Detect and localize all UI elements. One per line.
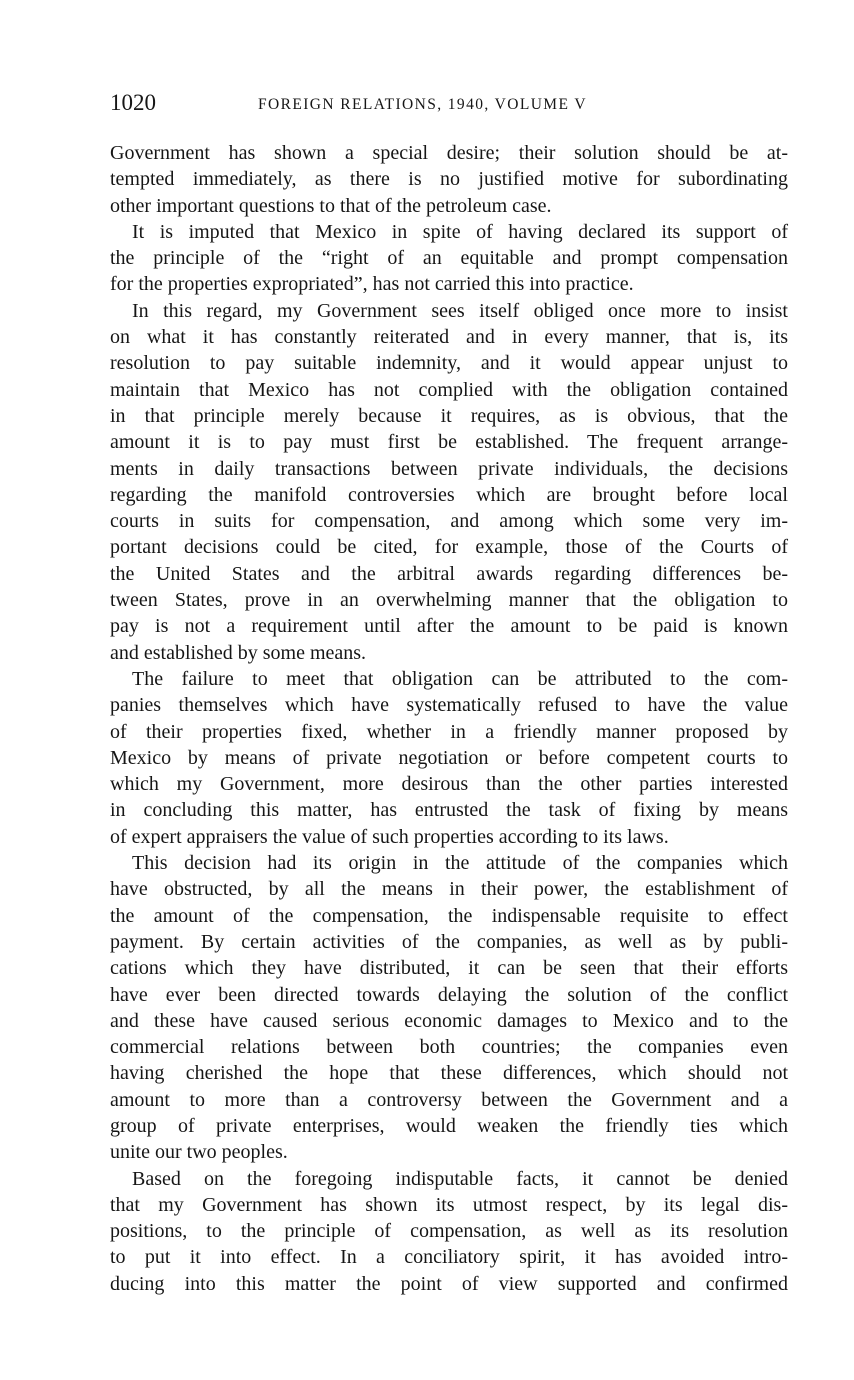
- text-line: amount to more than a controversy between the Government and a: [110, 1088, 788, 1111]
- text-line: of their properties fixed, whether in a friendly manner proposed by: [110, 720, 788, 743]
- text-line: have ever been directed towards delaying the solution of the conflict: [110, 983, 788, 1006]
- paragraph: [110, 1166, 788, 1297]
- text-line: group of private enterprises, would weaken the friendly ties which: [110, 1114, 788, 1137]
- page-header: [110, 88, 788, 128]
- text-line: in that principle merely because it requires, as is obvious, that the: [110, 404, 788, 427]
- text-line: that my Government has shown its utmost respect, by its legal dis-: [110, 1193, 788, 1216]
- text-line: amount it is to pay must first be established. The frequent arrange-: [110, 431, 788, 454]
- paragraph: [110, 219, 788, 298]
- page-number: 1020: [110, 90, 156, 115]
- text-line: the amount of the compensation, the indispensable requisite to effect: [110, 904, 788, 927]
- paragraph: [110, 298, 788, 666]
- running-head: FOREIGN RELATIONS, 1940, VOLUME V: [258, 96, 587, 113]
- text-line: regarding the manifold controversies which are brought before local: [110, 483, 788, 506]
- text-line: tempted immediately, as there is no justified motive for subordinating: [110, 168, 788, 191]
- text-line: having cherished the hope that these differences, which should not: [110, 1062, 788, 1085]
- text-line: Based on the foregoing indisputable facts, it cannot be denied: [132, 1167, 788, 1190]
- text-line: Mexico by means of private negotiation or before competent courts to: [110, 746, 788, 769]
- text-line: positions, to the principle of compensation, as well as its resolution: [110, 1220, 788, 1243]
- text-line: which my Government, more desirous than the other parties interested: [110, 773, 788, 796]
- paragraph: [110, 850, 788, 1166]
- paragraph: [110, 666, 788, 850]
- text-line: In this regard, my Government sees itself obliged once more to insist: [132, 299, 788, 322]
- text-line: This decision had its origin in the attitude of the companies which: [132, 852, 788, 875]
- text-line: in concluding this matter, has entrusted the task of fixing by means: [110, 799, 788, 822]
- body-text: [110, 140, 788, 1297]
- text-line: resolution to pay suitable indemnity, and it would appear unjust to: [110, 352, 788, 375]
- text-line: cations which they have distributed, it can be seen that their efforts: [110, 957, 788, 980]
- text-line: the principle of the “right of an equitable and prompt compensation: [110, 247, 788, 270]
- text-line: for the properties expropriated”, has not carried this into practice.: [110, 273, 634, 296]
- text-line: Government has shown a special desire; their solution should be at-: [110, 142, 788, 164]
- text-line: to put it into effect. In a conciliatory spirit, it has avoided intro-: [110, 1246, 788, 1269]
- text-line: on what it has constantly reiterated and in every manner, that is, its: [110, 326, 788, 349]
- text-line: The failure to meet that obligation can be attributed to the com-: [132, 667, 788, 690]
- text-line: and these have caused serious economic damages to Mexico and to the: [110, 1009, 788, 1032]
- text-line: and established by some means.: [110, 641, 367, 664]
- text-line: commercial relations between both countries; the companies even: [110, 1036, 788, 1059]
- paragraph: [110, 140, 788, 219]
- text-line: ments in daily transactions between private individuals, the decisions: [110, 457, 788, 480]
- text-line: It is imputed that Mexico in spite of having declared its support of: [132, 220, 788, 243]
- text-line: unite our two peoples.: [110, 1141, 288, 1164]
- text-line: panies themselves which have systematically refused to have the value: [110, 694, 788, 717]
- text-line: courts in suits for compensation, and among which some very im-: [110, 510, 788, 533]
- text-line: of expert appraisers the value of such properties according to its laws.: [110, 825, 669, 848]
- text-line: maintain that Mexico has not complied with the obligation contained: [110, 378, 788, 401]
- text-line: pay is not a requirement until after the amount to be paid is known: [110, 615, 788, 638]
- text-line: ducing into this matter the point of view supported and confirmed: [110, 1272, 788, 1295]
- text-line: payment. By certain activities of the companies, as well as by publi-: [110, 930, 788, 953]
- document-page: [110, 88, 788, 1297]
- text-line: other important questions to that of the petroleum case.: [110, 194, 552, 217]
- text-line: portant decisions could be cited, for example, those of the Courts of: [110, 536, 788, 559]
- text-line: have obstructed, by all the means in their power, the establishment of: [110, 878, 788, 901]
- text-line: the United States and the arbitral awards regarding differences be-: [110, 562, 788, 585]
- text-line: tween States, prove in an overwhelming manner that the obligation to: [110, 589, 788, 612]
